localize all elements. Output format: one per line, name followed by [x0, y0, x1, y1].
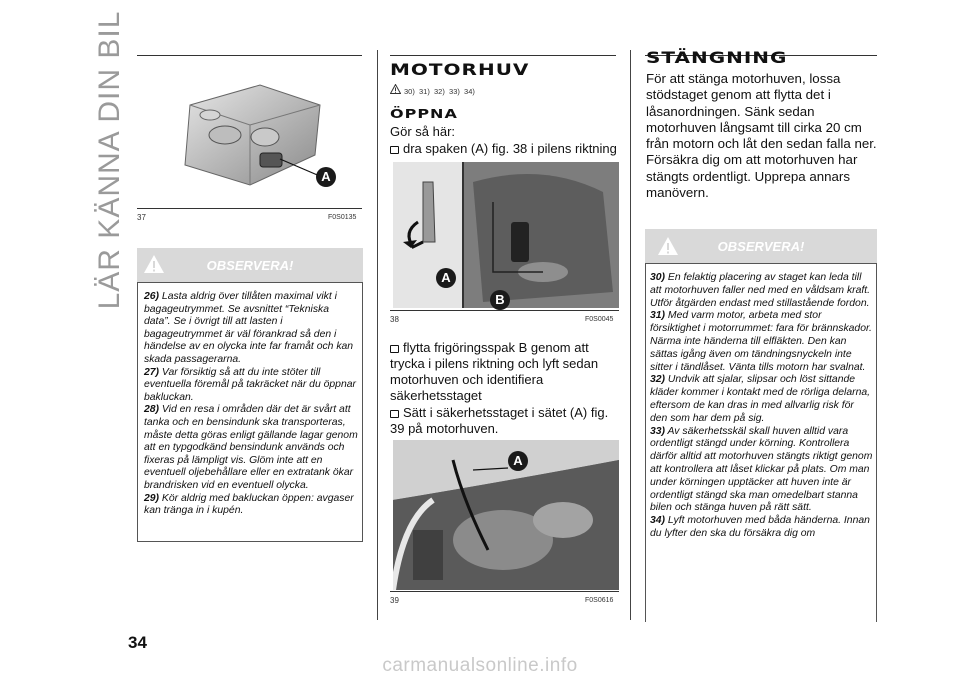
note-28: 28) Vid en resa i områden där det är svårt att tanka och en bensindunk ska transporteras, måste detta göras enligt gällande lagar genom att en typgodkänd bensindunk används och fixeras på lämpligt vis. Glöm inte att en eventuell oljebehållare eller en extratank ökar brandrisken vid en eventuell olycka. — [144, 404, 358, 491]
closing-instructions: För att stänga motorhuven, lossa stödstaget genom att flytta det i låsanordningen. Sänk sedan motorhuven långsamt till cirka 20 cm från motorn och låt den sedan falla ner. Försäkra dig om att motorhuven har stängts ordentligt. Upprepa annars manövern. — [646, 71, 877, 201]
fig37-rule — [137, 208, 362, 209]
note-33: 33) Av säkerhetsskäl skall huven alltid vara ordentligt stängd under körning. Kontrollera därför alltid att motorhuven stängts riktigt genom att kontrollera att låset klickar på plats. Om man under körningen upptäcker att huven inte är ordentligt stängd ska man omedelbart stanna bilen och stänga huven på rätt sätt. — [650, 425, 873, 514]
callout-a-label: A — [441, 270, 451, 285]
figure-38-callout-a — [436, 268, 456, 288]
figure-38-callout-b — [490, 290, 510, 310]
side-title-text: LÄR KÄNNA DIN BIL — [93, 10, 126, 310]
figure-37-code: F0S0135 — [328, 214, 357, 221]
note-29: 29) Kör aldrig med bakluckan öppen: avgaser kan tränga in i kupén. — [144, 492, 354, 517]
right-notice-title: OBSERVERA! — [717, 239, 805, 254]
right-notice-box — [645, 263, 877, 622]
figure-38-code: F0S0045 — [585, 316, 614, 323]
note-31: 31) Med varm motor, arbeta med stor försiktighet i motorrummet: fara för brännskador. Närma inte händerna till elfläkten. Den kan sättas igång även om tändningsnyckeln inte sitter i tändlåset. Vänta tills motorn har svalnat. — [650, 310, 872, 373]
bullet-1: dra spaken (A) fig. 38 i pilens riktning — [390, 141, 630, 157]
left-notice-header — [137, 248, 363, 282]
page-number: 34 — [128, 633, 147, 652]
bullet-box-icon — [390, 345, 399, 353]
figure-38-image — [393, 162, 619, 308]
intro-text: Gör så här: — [390, 124, 456, 139]
note-32: 32) Undvik att sjalar, slipsar och löst sittande kläder kommer i kontakt med de rörliga delarna, eftersom de kan dras in med allvarlig risk för den som har dem på sig. — [650, 374, 871, 424]
bullet-3: Sätt i säkerhetsstaget i sätet (A) fig. 39 på motorhuven. — [390, 405, 609, 436]
top-rule-mid — [390, 55, 616, 56]
fig38-rule — [390, 310, 619, 311]
figure-37-callout-a — [316, 167, 336, 187]
top-rule-left — [137, 55, 362, 56]
callout-a-label: A — [321, 169, 331, 184]
left-notice-notes — [144, 291, 358, 518]
figure-37-number: 37 — [137, 213, 146, 222]
column-divider-2 — [630, 50, 631, 620]
left-notice-title: OBSERVERA! — [206, 258, 294, 273]
figure-39-code: F0S0616 — [585, 597, 614, 604]
section-title-stangning: STÄNGNING — [646, 48, 788, 68]
figure-37-image — [150, 75, 365, 205]
callout-a-label: A — [513, 453, 523, 468]
bullet-box-icon — [390, 410, 399, 418]
figure-38-number: 38 — [390, 315, 399, 324]
right-notice-header — [645, 229, 877, 263]
figure-39-image — [393, 440, 619, 590]
right-notice-notes — [650, 272, 874, 541]
note-34: 34) Lyft motorhuven med båda händerna. Innan du lyfter den ska du försäkra dig om — [650, 515, 870, 539]
reference-numbers: 30) 31) 32) 33) 34) — [404, 87, 475, 96]
fig39-rule — [390, 591, 619, 592]
bullet-2: flytta frigöringsspak B genom att trycka i pilens riktning och lyft sedan motorhuven och identifiera säkerhetsstaget — [390, 340, 599, 403]
figure-39-number: 39 — [390, 596, 399, 605]
column-divider-1 — [377, 50, 378, 620]
callout-b-label: B — [495, 292, 505, 307]
left-notice-box — [137, 282, 363, 542]
figure-39-callout-a — [508, 451, 528, 471]
bullet-box-icon — [390, 146, 399, 154]
section-title-motorhuv: MOTORHUV — [390, 60, 530, 80]
note-26: 26) Lasta aldrig över tillåten maximal vikt i bagageutrymmet. Se avsnittet “Tekniska data”. Se i övrigt till att lasten i bagageutrymmet är väl förankrad så den i händelse av en olycka inte far framåt och kan skada passagerarna. — [144, 291, 354, 365]
reference-warning-icon — [390, 84, 401, 94]
subsection-title-oppna: ÖPPNA — [390, 106, 458, 122]
note-30: 30) En felaktig placering av staget kan leda till att motorhuven faller ned med en våldsam kraft. Utför åtgärden endast med stillastående fordon. — [650, 272, 871, 309]
note-27: 27) Var försiktig så att du inte stöter till eventuella föremål på takräcket när du öppnar bakluckan. — [144, 366, 356, 403]
section-side-title — [90, 10, 130, 310]
footer-watermark[interactable]: carmanualsonline.info — [382, 655, 578, 676]
